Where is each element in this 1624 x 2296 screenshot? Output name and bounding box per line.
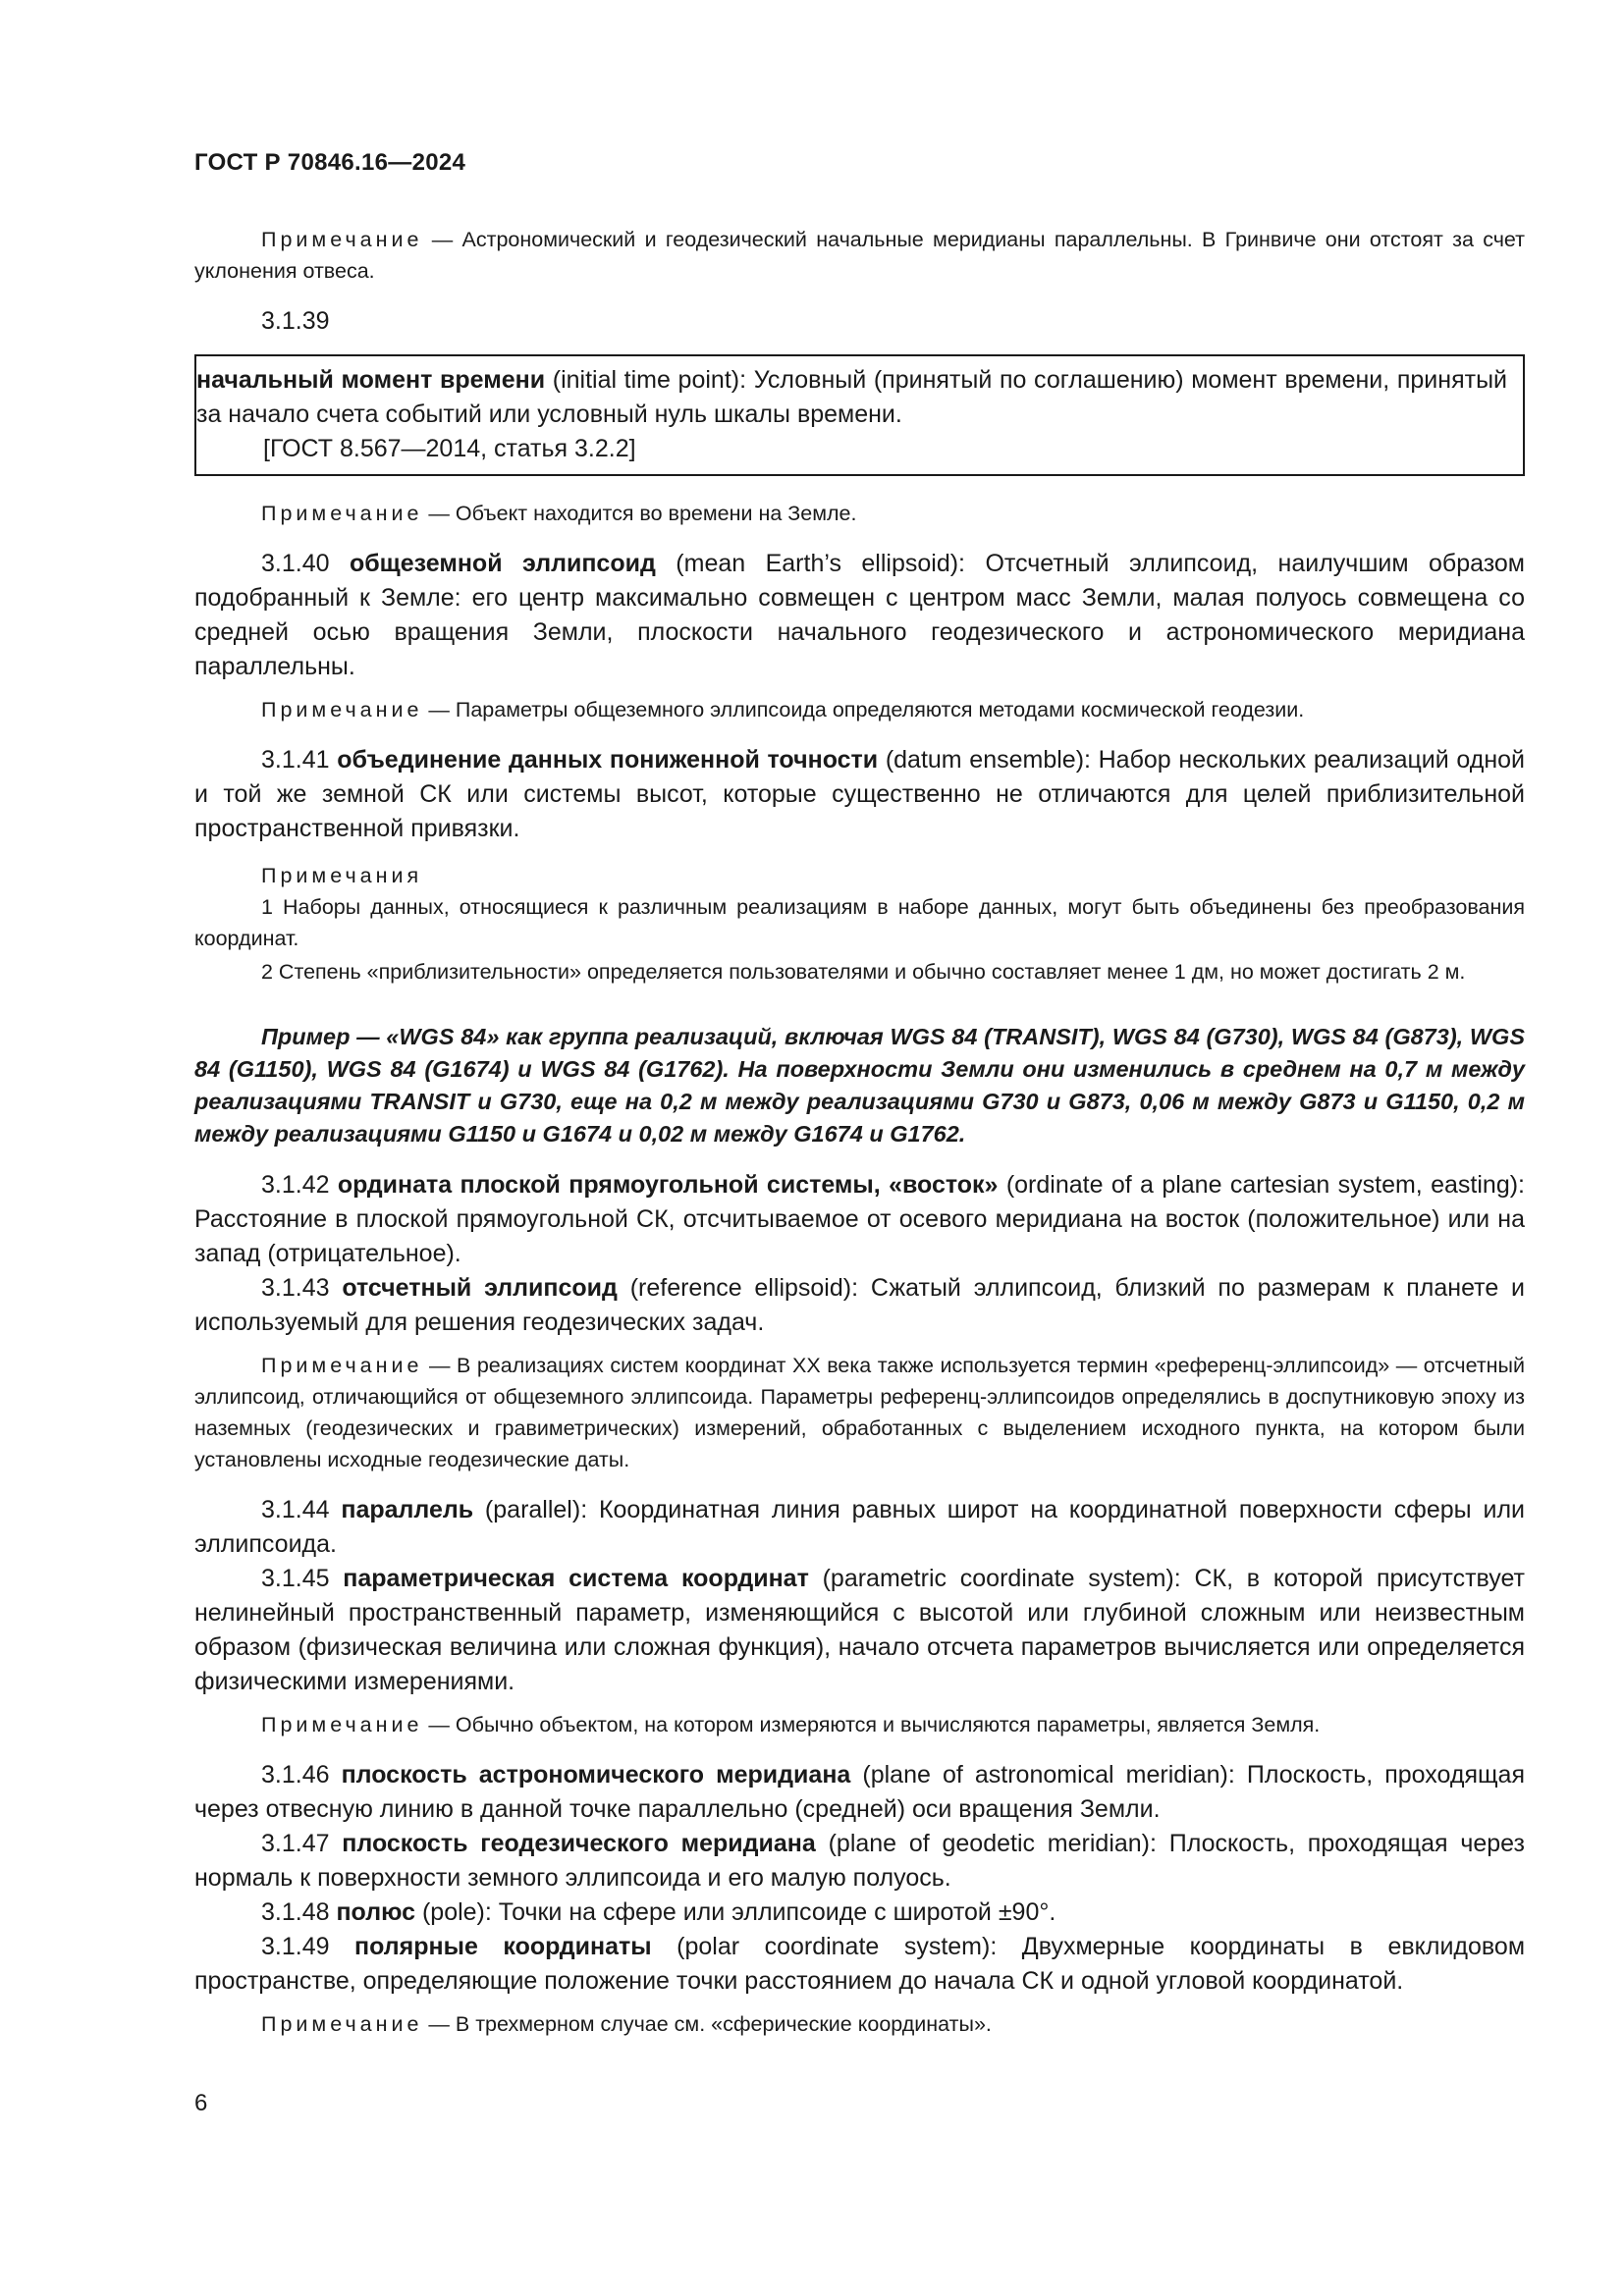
notes-ensemble: [194, 860, 1525, 988]
note-text: — Параметры общеземного эллипсоида определяются методами космической геодезии.: [422, 698, 1305, 721]
note-text: — Объект находится во времени на Земле.: [422, 502, 857, 525]
note-text: — В трехмерном случае см. «сферические координаты».: [422, 2012, 992, 2036]
term-number: 3.1.49: [261, 1933, 355, 1960]
term-3-1-45: [194, 1562, 1525, 1699]
term-3-1-41: [194, 743, 1525, 846]
note-label: Примечание: [261, 698, 423, 721]
note-label: Примечание: [261, 2012, 423, 2036]
term-text: (plane of astronomical meridian): Плоскость, проходящая через отвесную линию в данной точке параллельно (средней) оси вращения Земли.: [194, 1761, 1525, 1823]
note-label: Примечание: [261, 1713, 423, 1736]
term-text: (polar coordinate system): Двухмерные координаты в евклидовом пространстве, определяющие положение точки расстоянием до начала СК и одной угловой координатой.: [194, 1933, 1526, 1995]
term-number: 3.1.45: [261, 1565, 344, 1592]
note-label: Примечание: [261, 1354, 423, 1377]
term-number: 3.1.44: [261, 1496, 342, 1523]
term-number: 3.1.42: [261, 1171, 338, 1199]
term-text: (plane of geodetic meridian): Плоскость, проходящая через нормаль к поверхности земного эллипсоида и его малую полуось.: [194, 1830, 1525, 1892]
term-number-3-1-39: 3.1.39: [261, 307, 330, 335]
term-title: полюс: [336, 1898, 416, 1926]
term-title: начальный момент времени: [196, 366, 546, 394]
term-3-1-46: [194, 1758, 1525, 1827]
document-header: ГОСТ Р 70846.16—2024: [194, 149, 466, 176]
term-3-1-40: [194, 547, 1525, 684]
term-title: общеземной эллипсоид: [349, 550, 656, 577]
term-title: отсчетный эллипсоид: [342, 1274, 618, 1302]
term-3-1-44: [194, 1493, 1525, 1562]
term-number: 3.1.40: [261, 550, 350, 577]
term-title: объединение данных пониженной точности: [337, 746, 879, 774]
term-text: (datum ensemble): Набор нескольких реализаций одной и той же земной СК или системы высот, которые существенно не отличаются для целей приблизительной пространственной привязки.: [194, 746, 1526, 842]
note-text: — Астрономический и геодезический начальные меридианы параллельны. В Гринвиче они отстоят за счет уклонения отвеса.: [194, 228, 1525, 283]
note-meridians: [194, 224, 1525, 287]
term-text: (parallel): Координатная линия равных широт на координатной поверхности сферы или эллипсоида.: [194, 1496, 1525, 1558]
page-number: 6: [194, 2090, 208, 2116]
term-number: 3.1.48: [261, 1898, 337, 1926]
term-title: параллель: [341, 1496, 474, 1523]
note-label: Примечание: [261, 228, 423, 251]
term-text: (parametric coordinate system): СК, в которой присутствует нелинейный пространственный параметр, изменяющийся с высотой или глубиной сложным или неизвестным образом (физическая величина или сложная функция), начало отсчета параметров вычисляется или определяется физическими измерениями.: [194, 1565, 1525, 1695]
note-time: [194, 498, 1525, 529]
term-text: (pole): Точки на сфере или эллипсоиде с широтой ±90°.: [415, 1898, 1056, 1926]
term-number: 3.1.46: [261, 1761, 342, 1789]
note-polar: [194, 2008, 1525, 2040]
term-number: 3.1.43: [261, 1274, 343, 1302]
term-number: 3.1.41: [261, 746, 338, 774]
note-parametric: [194, 1709, 1525, 1740]
quoted-definition-box: [194, 354, 1525, 476]
term-3-1-43: [194, 1271, 1525, 1340]
term-text: (mean Earth’s ellipsoid): Отсчетный эллипсоид, наилучшим образом подобранный к Земле: его центр максимально совмещен с центром масс Земли, малая полуось совмещена со средней осью вращения Земли, плоскости начального геодезического и астрономического меридиана параллельны.: [194, 550, 1525, 680]
example-wgs84: Пример — «WGS 84» как группа реализаций, включая WGS 84 (TRANSIT), WGS 84 (G730), WGS 84 (G873), WGS 84 (G1150), WGS 84 (G1674) и WGS 84 (G1762). На поверхности Земли они изменились в среднем на 0,7 м между реализациями TRANSIT и G730, еще на 0,2 м между реализациями G730 и G873, 0,06 м между G873 и G1150, 0,2 м между реализациями G1150 и G1674 и 0,02 м между G1674 и G1762.: [194, 1024, 1525, 1147]
note-item: 2 Степень «приблизительности» определяется пользователями и обычно составляет менее 1 дм, но может достигать 2 м.: [261, 960, 1466, 984]
term-title: полярные координаты: [354, 1933, 652, 1960]
term-3-1-48: [194, 1896, 1525, 1930]
note-text: — В реализациях систем координат XX века также используется термин «референц-эллипсоид» — отсчетный эллипсоид, отличающийся от общеземного эллипсоида. Параметры референц-эллипсоидов определялись в доспутниковую эпоху из наземных (геодезических и гравиметрических) измерений, обработанных с выделением исходного пункта, на котором были установлены исходные геодезические даты.: [194, 1354, 1525, 1471]
term-text: (reference ellipsoid): Сжатый эллипсоид, близкий по размерам к планете и используемый для решения геодезических задач.: [194, 1274, 1525, 1336]
term-title: плоскость астрономического меридиана: [341, 1761, 851, 1789]
page-content: [194, 224, 1525, 2044]
term-3-1-42: [194, 1168, 1525, 1271]
term-text: (ordinate of a plane cartesian system, easting): Расстояние в плоской прямоугольной СК, отсчитываемое от осевого меридиана на восток (положительное) или на запад (отрицательное).: [194, 1171, 1525, 1267]
note-reference-ellipsoid: [194, 1350, 1525, 1475]
note-label: Примечание: [261, 502, 423, 525]
term-number: 3.1.47: [261, 1830, 343, 1857]
term-definition: [196, 363, 1507, 432]
note-text: — Обычно объектом, на котором измеряются и вычисляются параметры, является Земля.: [422, 1713, 1321, 1736]
note-item: 1 Наборы данных, относящиеся к различным реализациям в наборе данных, могут быть объединены без преобразования координат.: [194, 895, 1525, 950]
term-3-1-47: [194, 1827, 1525, 1896]
notes-label: Примечания: [261, 864, 423, 887]
term-title: ордината плоской прямоугольной системы, «восток»: [337, 1171, 999, 1199]
term-3-1-49: [194, 1930, 1525, 1999]
term-title: плоскость геодезического меридиана: [342, 1830, 816, 1857]
term-text: (initial time point): Условный (принятый по соглашению) момент времени, принятый за начало счета событий или условный нуль шкалы времени.: [196, 366, 1508, 428]
term-title: параметрическая система координат: [343, 1565, 809, 1592]
note-ellipsoid: [194, 694, 1525, 725]
term-reference: [ГОСТ 8.567—2014, статья 3.2.2]: [263, 435, 636, 462]
